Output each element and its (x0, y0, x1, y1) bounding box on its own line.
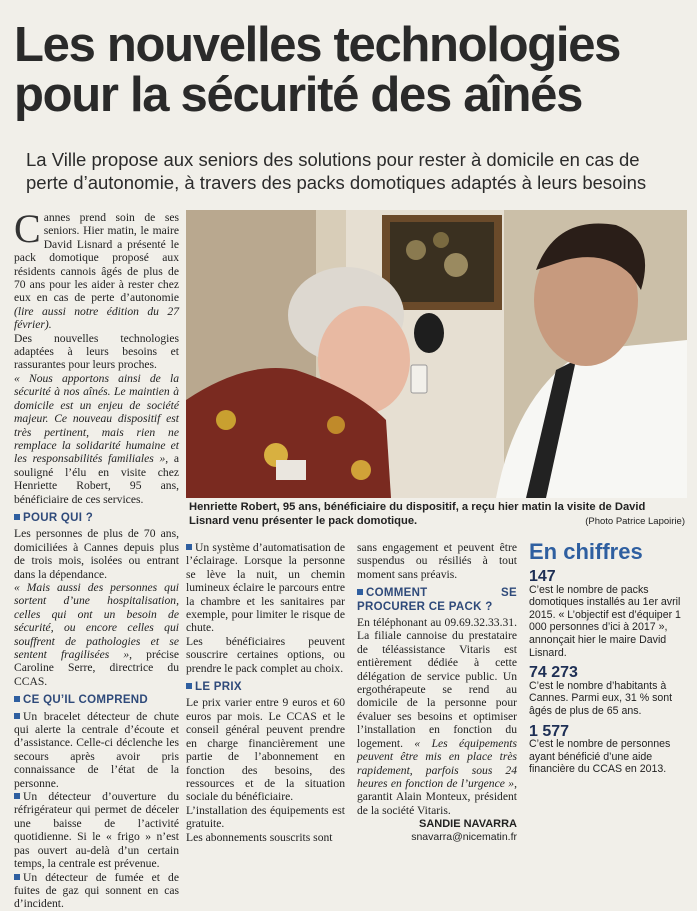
stat-item (529, 568, 681, 659)
bullet-fall-detector: Un bracelet détecteur de chute qui alerte la centrale d’écoute et d’assistance. Celle-ci déclenche les secours après avoir pris connaissance de l’état de la personne. (14, 709, 179, 790)
intro-text: annes prend soin de ses seniors. Hier matin, le maire David Lisnard a présenté le pack domotique proposé aux résidents cannois âgés de plus de 70 ans pour les aider à rester chez eux en cas de perte d’autonomie (14, 211, 179, 305)
square-bullet-icon (14, 696, 20, 702)
stat-text: C’est le nombre de personnes ayant bénéficié d’une aide financière du CCAS en 2013. (529, 738, 671, 776)
pour-qui-text: Les personnes de plus de 70 ans, domiciliées à Cannes depuis plus de trois mois, isolées ou entrant dans la dépendance. (14, 527, 179, 581)
procurer-text: En téléphonant au 09.69.32.33.31. La filiale cannoise du prestataire de téléassistance Vitaris est entièrement dédiée à cette délégation de service public. Un ergothérapeute se rend au domicile de la personne pour évaluer ses besoins et optimiser l’installation en fonction du logement. (357, 616, 517, 750)
subhead-comprend: CE QU’IL COMPREND (14, 694, 179, 707)
subhead-pour-qui: POUR QUI ? (14, 512, 179, 525)
options-text: Les bénéficiaires peuvent souscrire certaines options, ou prendre le pack complet au choix. (186, 634, 345, 675)
stat-text: C’est le nombre d’habitants à Cannes. Parmi eux, 31 % sont âgés de plus de 65 ans. (529, 679, 673, 717)
square-bullet-icon (14, 874, 20, 880)
installation-text: L’installation des équipements est gratuite. (186, 803, 345, 831)
sidebar-en-chiffres (529, 541, 681, 776)
photo-credit: (Photo Patrice Lapoirie) (585, 515, 685, 527)
subhead-prix: LE PRIX (186, 681, 345, 694)
quote-ccas: « Mais aussi des personnes qui sortent d’une hospitalisation, celles qui ont un besoin de sécurité, ou encore celles qui souffrent de pathologies et se sentent fragilisées » (14, 580, 179, 661)
square-bullet-icon (14, 713, 20, 719)
dropcap: C (14, 206, 41, 251)
prix-text: Le prix varier entre 9 euros et 60 euros par mois. Le CCAS et le conseil général peuvent prendre en charge financièrement une partie de l’abonnement en fonction des besoins, des ressources et de la situation sociale du bénéficiaire. (186, 696, 345, 804)
paragraph-needs: Des nouvelles technologies adaptées à leurs besoins et rassurantes pour leurs proches. (14, 331, 179, 372)
abonnements-text: Les abonnements souscrits sont (186, 830, 333, 844)
square-bullet-icon (186, 544, 192, 550)
headline-line-2: pour la sécurité des aînés (14, 68, 583, 122)
author-signature: SANDIE NAVARRA (419, 818, 517, 831)
stat-item (529, 722, 681, 776)
square-bullet-icon (14, 793, 20, 799)
caption-text: Henriette Robert, 95 ans, bénéficiaire du dispositif, a reçu hier matin la visite de David Lisnard venu présenter le pack domotique. (189, 501, 646, 527)
bullet-smoke-detector: Un détecteur de fumée et de fuites de gaz qui sonnent en cas d’incident. (14, 870, 179, 911)
stat-text: C’est le nombre de packs domotiques installés au 1er avril 2015. « L’objectif est d’équiper 1 000 personnes d’ici à 2017 », annonçait hier le maire David Lisnard. (529, 583, 681, 659)
square-bullet-icon (14, 514, 20, 520)
bullet-fridge-detector: Un détecteur d’ouverture du réfrigérateur qui permet de déceler une baisse de l’activité quotidienne. Si le « frigo » n’est pas ouvert au-delà d’un certain temps, la centrale est prévenue. (14, 790, 179, 871)
engagement-text: sans engagement et peuvent être suspendus ou résiliés à tout moment sans préavis. (357, 541, 517, 581)
headline-line-1: Les nouvelles technologies (14, 18, 621, 72)
column-1 (14, 206, 179, 911)
article-photo (186, 210, 687, 498)
subhead-procurer: COMMENT SE PROCURER CE PACK ? (357, 587, 517, 613)
headline (14, 20, 689, 120)
photo-illustration (186, 210, 687, 498)
quote-vitaris-attribution: , garantit Alain Monteux, président de la société Vitaris. (357, 776, 517, 817)
column-2 (186, 541, 345, 844)
stat-number: 74 273 (529, 664, 578, 682)
photo-caption (189, 501, 685, 528)
square-bullet-icon (186, 683, 192, 689)
quote-ccas-attribution: , précise Caroline Serre, directrice du CCAS. (14, 648, 179, 688)
stat-item (529, 664, 681, 717)
stat-number: 147 (529, 568, 556, 585)
stat-number: 1 577 (529, 722, 570, 740)
bullet-lighting: Un système d’automatisation de l’éclairage. Lorsque la personne se lève la nuit, un chemin lumineux éclaire le parcours entre la chambre et les sanitaires par exemple, pour limiter le risque de chute. (186, 541, 345, 635)
quote-vitaris: « Les équipements peuvent être mis en place très rapidement, parfois sous 24 heures en fonction de l’urgence » (357, 736, 517, 790)
square-bullet-icon (357, 589, 363, 595)
deck-subtitle: La Ville propose aux seniors des solutions pour rester à domicile en cas de perte d’autonomie, à travers des packs domotiques adaptés à leurs besoins (26, 149, 647, 193)
quote-mayor-attribution: , a souligné l’élu en visite chez Henriette Robert, 95 ans, bénéficiaire de ces services. (14, 452, 179, 506)
author-email: snavarra@nicematin.fr (411, 831, 517, 844)
quote-mayor: « Nous apportons ainsi de la sécurité à nos aînés. Le maintien à domicile est un enjeu de société majeur. Ce nouveau dispositif est très pertinent, mais rien ne remplace la solidarité humaine et les responsabilités familiales » (14, 371, 179, 466)
intro-reference: (lire aussi notre édition du 27 février). (14, 304, 179, 332)
column-3 (357, 541, 517, 845)
sidebar-title: En chiffres (529, 539, 643, 564)
